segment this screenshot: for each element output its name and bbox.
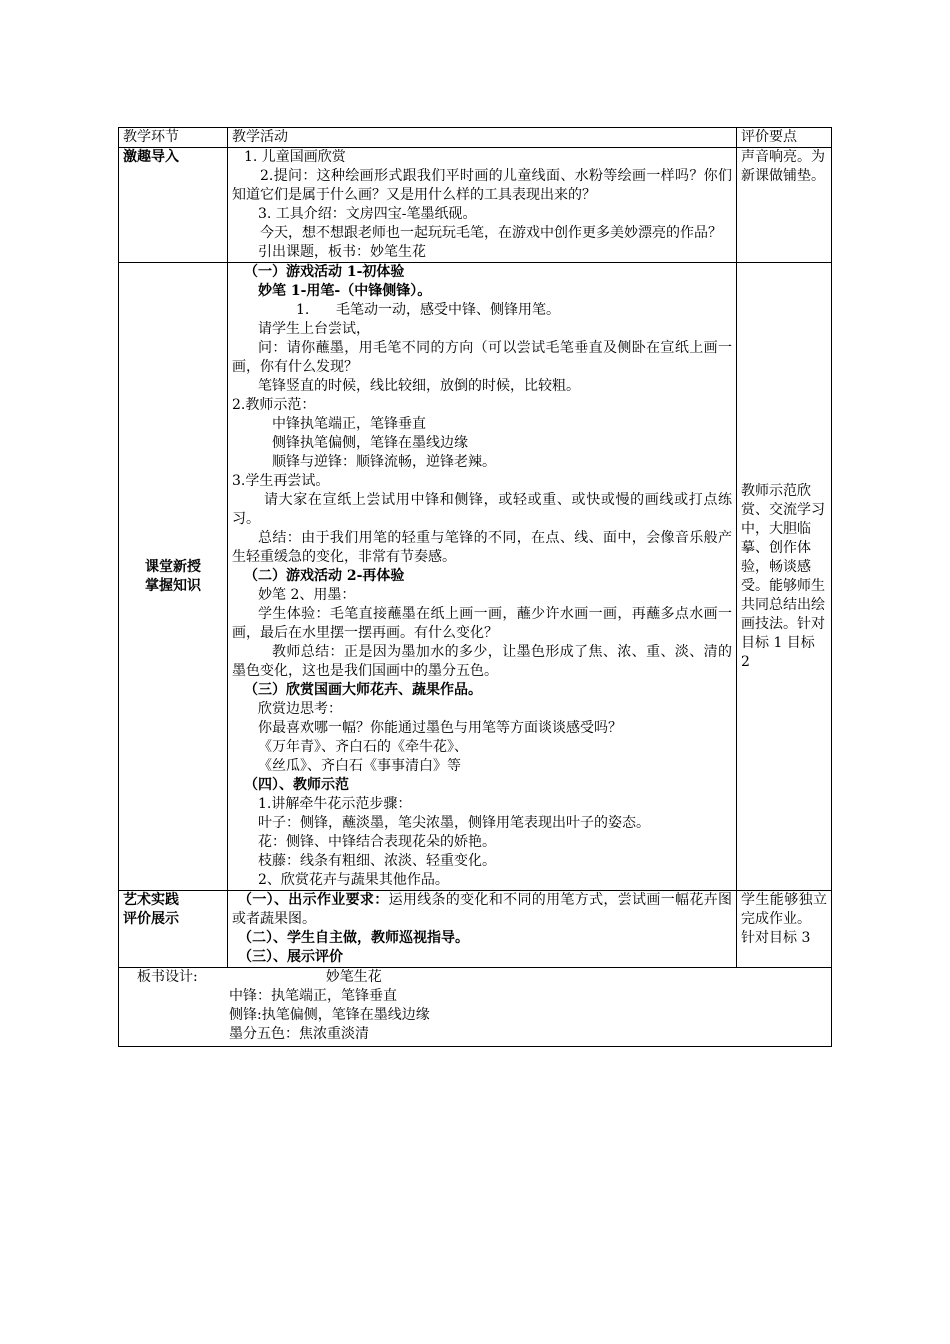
lesson-line: （一）游戏活动 1-初体验 (244, 264, 405, 280)
board-line: 墨分五色：焦浓重淡清 (229, 1026, 369, 1042)
header-evaluation: 评价要点 (737, 128, 832, 148)
intro-line: 2.提问：这种绘画形式跟我们平时画的儿童线面、水粉等绘画一样吗？你们知道它们是属于什么画？又是用什么样的工具表现出来的？ (232, 168, 732, 203)
lesson-line: 枝藤：线条有粗细、浓淡、轻重变化。 (258, 853, 496, 869)
lesson-line: 侧锋执笔偏侧，笔锋在墨线边缘 (272, 435, 468, 451)
lesson-line: （四）、教师示范 (244, 777, 349, 793)
intro-evaluation: 声音响亮。为新课做铺垫。 (737, 148, 832, 263)
intro-line: 1. 儿童国画欣赏 (244, 149, 346, 165)
lesson-stage (119, 263, 228, 891)
practice-row (119, 891, 832, 968)
board-header (123, 968, 827, 987)
practice-req-label: （一）、出示作业要求： (238, 892, 389, 908)
intro-activity (228, 148, 737, 263)
practice-eval-line: 针对目标 3 (741, 930, 811, 946)
practice-stage-line: 艺术实践 (123, 892, 179, 908)
lesson-plan-table (118, 127, 832, 1047)
lesson-line: 2、欣赏花卉与蔬果其他作品。 (258, 872, 449, 888)
board-title: 妙笔生花 (325, 969, 382, 985)
lesson-evaluation: 教师示范欣赏、交流学习中，大胆临摹、创作体验，畅谈感受。能够师生共同总结出绘画技法。针对目标 1 目标 2 (737, 263, 832, 891)
intro-line: 3. 工具介绍：文房四宝-笔墨纸砚。 (258, 206, 477, 222)
lesson-line: 教师总结：正是因为墨加水的多少，让墨色形成了焦、浓、重、淡、清的墨色变化，这也是我们国画中的墨分五色。 (232, 644, 732, 679)
lesson-activity (228, 263, 737, 891)
lesson-stage-line: 掌握知识 (145, 577, 201, 594)
practice-stage-line: 评价展示 (123, 911, 179, 927)
lesson-line: 顺锋与逆锋：顺锋流畅，逆锋老辣。 (272, 454, 496, 470)
lesson-line: 中锋执笔端正，笔锋垂直 (272, 416, 426, 432)
practice-requirement (232, 891, 732, 929)
lesson-line: 请大家在宣纸上尝试用中锋和侧锋，或轻或重、或快或慢的画线或打点练习。 (232, 492, 732, 527)
practice-activity (228, 891, 737, 968)
lesson-line: 妙笔 2、用墨： (258, 587, 356, 603)
lesson-line: 请学生上台尝试， (258, 321, 370, 337)
practice-stage (119, 891, 228, 968)
practice-req-text: 运用线条的变化和不同的用笔方式，尝试画一幅花卉图或者蔬果图。 (232, 892, 733, 927)
lesson-line: （三）欣赏国画大师花卉、蔬果作品。 (244, 682, 482, 698)
lesson-line: 学生体验：毛笔直接蘸墨在纸上画一画，蘸少许水画一画，再蘸多点水画一画，最后在水里摆一摆再画。有什么变化？ (232, 606, 732, 641)
lesson-line: 1.讲解牵牛花示范步骤： (258, 796, 412, 812)
lesson-line: 花：侧锋、中锋结合表现花朵的娇艳。 (258, 834, 496, 850)
lesson-line: 3.学生再尝试。 (232, 473, 330, 489)
lesson-line: （二）游戏活动 2-再体验 (244, 568, 405, 584)
practice-line: （二）、学生自主做，教师巡视指导。 (238, 930, 469, 946)
practice-line: （三）、展示评价 (238, 949, 343, 965)
intro-line: 引出课题，板书：妙笔生花 (258, 244, 426, 260)
board-line: 中锋：执笔端正，笔锋垂直 (229, 988, 397, 1004)
lesson-line: 《丝瓜》、齐白石《事事清白》等 (258, 758, 461, 774)
lesson-line: 问：请你蘸墨，用毛笔不同的方向（可以尝试毛笔垂直及侧卧在宣纸上画一画，你有什么发现？ (232, 340, 732, 375)
practice-eval-line: 学生能够独立完成作业。 (741, 892, 827, 927)
intro-line: 今天，想不想跟老师也一起玩玩毛笔，在游戏中创作更多美妙漂亮的作品？ (260, 225, 722, 241)
board-row (119, 968, 832, 1047)
lesson-line: 1. 毛笔动一动，感受中锋、侧锋用笔。 (296, 302, 561, 318)
board-design (119, 968, 832, 1047)
header-stage: 教学环节 (119, 128, 228, 148)
lesson-stage-line: 课堂新授 (145, 558, 201, 575)
lesson-line: 总结：由于我们用笔的轻重与笔锋的不同，在点、线、面中，会像音乐般产生轻重缓急的变化，非常有节奏感。 (232, 530, 732, 565)
header-row (119, 128, 832, 148)
lesson-line: 《万年青》、齐白石的《牵牛花》、 (258, 739, 468, 755)
practice-evaluation (737, 891, 832, 968)
lesson-line: 妙笔 1-用笔-（中锋侧锋）。 (258, 283, 432, 299)
board-line: 侧锋:执笔偏侧，笔锋在墨线边缘 (229, 1007, 430, 1023)
header-activity: 教学活动 (228, 128, 737, 148)
lesson-row (119, 263, 832, 891)
lesson-line: 欣赏边思考： (258, 701, 342, 717)
lesson-line: 叶子：侧锋，蘸淡墨，笔尖浓墨，侧锋用笔表现出叶子的姿态。 (258, 815, 650, 831)
lesson-line: 笔锋竖直的时候，线比较细，放倒的时候，比较粗。 (258, 378, 580, 394)
lesson-line: 2.教师示范： (232, 397, 316, 413)
intro-row (119, 148, 832, 263)
intro-stage: 激趣导入 (119, 148, 228, 263)
board-label: 板书设计: (137, 969, 198, 985)
lesson-line: 你最喜欢哪一幅？你能通过墨色与用笔等方面谈谈感受吗？ (258, 720, 622, 736)
